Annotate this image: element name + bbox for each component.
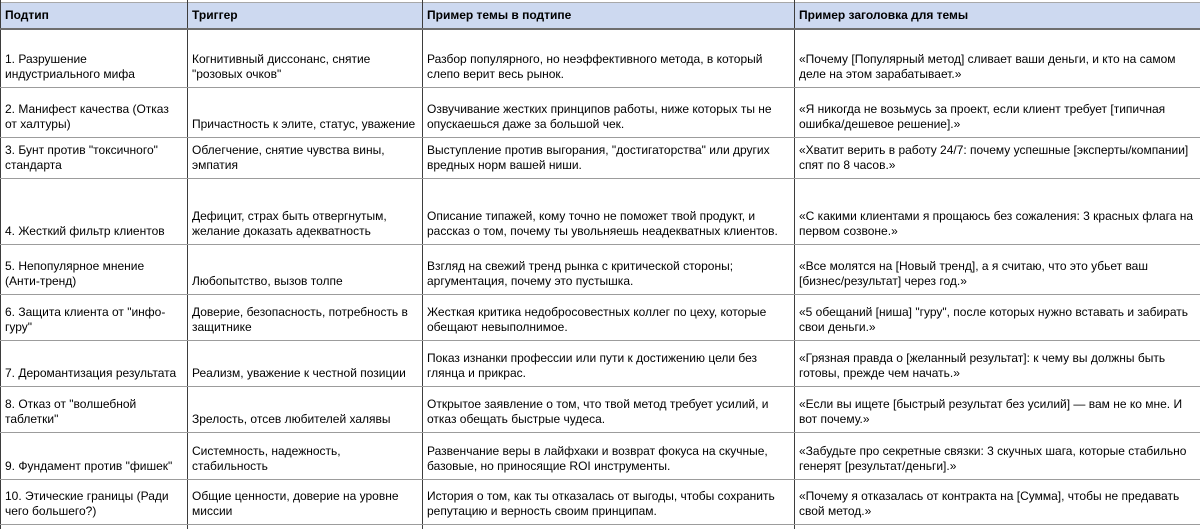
cell-trigger[interactable]: Причастность к элите, статус, уважение xyxy=(188,87,423,137)
cell-subtype[interactable]: 4. Жесткий фильтр клиентов xyxy=(1,178,188,244)
cell-headline-example[interactable]: «Я никогда не возьмусь за проект, если клиент требует [типичная ошибка/дешевое решение].» xyxy=(795,87,1200,137)
cell-subtype[interactable]: 10. Этические границы (Ради чего большего?) xyxy=(1,479,188,524)
cell-headline-example[interactable]: «Все молятся на [Новый тренд], а я считаю, что это убьет ваш [бизнес/результат] через год.» xyxy=(795,244,1200,294)
cell-topic-example[interactable]: Взгляд на свежий тренд рынка с критической стороны; аргументация, почему это пустышка. xyxy=(423,244,795,294)
cell-topic-example[interactable]: Открытое заявление о том, что твой метод требует усилий, и отказ обещать быстрые чудеса. xyxy=(423,386,795,432)
cell-subtype[interactable]: 6. Защита клиента от "инфо-гуру" xyxy=(1,294,188,340)
cell-topic-example[interactable]: История о том, как ты отказалась от выгоды, чтобы сохранить репутацию и верность своим принципам. xyxy=(423,479,795,524)
table-row xyxy=(1,340,1200,386)
table-row xyxy=(1,386,1200,432)
cell-topic-example[interactable]: Жесткая критика недобросовестных коллег по цеху, которые обещают невыполнимое. xyxy=(423,294,795,340)
cell-trigger[interactable]: Дефицит, страх быть отвергнутым, желание доказать адекватность xyxy=(188,178,423,244)
cell-subtype[interactable]: 2. Манифест качества (Отказ от халтуры) xyxy=(1,87,188,137)
cell-trigger[interactable]: Когнитивный диссонанс, снятие "розовых очков" xyxy=(188,29,423,87)
cell-headline-example[interactable]: «Хватит верить в работу 24/7: почему успешные [эксперты/компании] спят по 8 часов.» xyxy=(795,137,1200,178)
cell-subtype[interactable]: 5. Непопулярное мнение (Анти-тренд) xyxy=(1,244,188,294)
table-row xyxy=(1,432,1200,479)
cell-headline-example[interactable]: «Грязная правда о [желанный результат]: к чему вы должны быть готовы, прежде чем начать.» xyxy=(795,340,1200,386)
cell-trigger[interactable]: Облегчение, снятие чувства вины, эмпатия xyxy=(188,137,423,178)
cell-topic-example[interactable]: Показ изнанки профессии или пути к достижению цели без глянца и прикрас. xyxy=(423,340,795,386)
cell-headline-example[interactable]: «Почему я отказалась от контракта на [Сумма], чтобы не предавать свой метод.» xyxy=(795,479,1200,524)
cell-topic-example[interactable]: Описание типажей, кому точно не поможет твой продукт, и рассказ о том, почему ты увольняешь неадекватных клиентов. xyxy=(423,178,795,244)
cell-trigger[interactable]: Системность, надежность, стабильность xyxy=(188,432,423,479)
table-row xyxy=(1,244,1200,294)
cell-headline-example[interactable]: «Если вы ищете [быстрый результат без усилий] — вам не ко мне. И вот почему.» xyxy=(795,386,1200,432)
cell-headline-example[interactable]: «С какими клиентами я прощаюсь без сожаления: 3 красных флага на первом созвоне.» xyxy=(795,178,1200,244)
table-row xyxy=(1,87,1200,137)
cell-trigger[interactable]: Зрелость, отсев любителей халявы xyxy=(188,386,423,432)
cell-headline-example[interactable]: «Почему [Популярный метод] сливает ваши деньги, и кто на самом деле на этом зарабатывает.» xyxy=(795,29,1200,87)
cell-topic-example[interactable]: Разбор популярного, но неэффективного метода, в который слепо верит весь рынок. xyxy=(423,29,795,87)
cell-headline-example[interactable]: «Забудьте про секретные связки: 3 скучных шага, которые стабильно генерят [результат/деньги].» xyxy=(795,432,1200,479)
cell-trigger[interactable]: Общие ценности, доверие на уровне миссии xyxy=(188,479,423,524)
cell-subtype[interactable]: 3. Бунт против "токсичного" стандарта xyxy=(1,137,188,178)
column-header-trigger[interactable]: Триггер xyxy=(188,3,423,30)
column-header-topic-example[interactable]: Пример темы в подтипе xyxy=(423,3,795,30)
column-header-subtype[interactable]: Подтип xyxy=(1,3,188,30)
table-row xyxy=(1,479,1200,524)
cell-trigger[interactable]: Любопытство, вызов толпе xyxy=(188,244,423,294)
cell-trigger[interactable]: Реализм, уважение к честной позиции xyxy=(188,340,423,386)
cell-subtype[interactable]: 9. Фундамент против "фишек" xyxy=(1,432,188,479)
table-row xyxy=(1,178,1200,244)
cell[interactable] xyxy=(188,524,423,529)
cell-headline-example[interactable]: «5 обещаний [ниша] "гуру", после которых нужно вставать и забирать свои деньги.» xyxy=(795,294,1200,340)
cell-subtype[interactable]: 1. Разрушение индустриального мифа xyxy=(1,29,188,87)
cell-trigger[interactable]: Доверие, безопасность, потребность в защитнике xyxy=(188,294,423,340)
cell-subtype[interactable]: 8. Отказ от "волшебной таблетки" xyxy=(1,386,188,432)
cell-topic-example[interactable]: Озвучивание жестких принципов работы, ниже которых ты не опускаешься даже за большой чек. xyxy=(423,87,795,137)
table-row xyxy=(1,294,1200,340)
cell-subtype[interactable]: 7. Деромантизация результата xyxy=(1,340,188,386)
column-header-headline-example[interactable]: Пример заголовка для темы xyxy=(795,3,1200,30)
cell[interactable] xyxy=(1,524,188,529)
partial-row-bottom xyxy=(1,524,1200,529)
cell[interactable] xyxy=(423,524,795,529)
cell-topic-example[interactable]: Развенчание веры в лайфхаки и возврат фокуса на скучные, базовые, но приносящие ROI инструменты. xyxy=(423,432,795,479)
header-row xyxy=(1,3,1200,30)
table-row xyxy=(1,137,1200,178)
cell[interactable] xyxy=(795,524,1200,529)
table-row xyxy=(1,29,1200,87)
cell-topic-example[interactable]: Выступление против выгорания, "достигаторства" или других вредных норм вашей ниши. xyxy=(423,137,795,178)
